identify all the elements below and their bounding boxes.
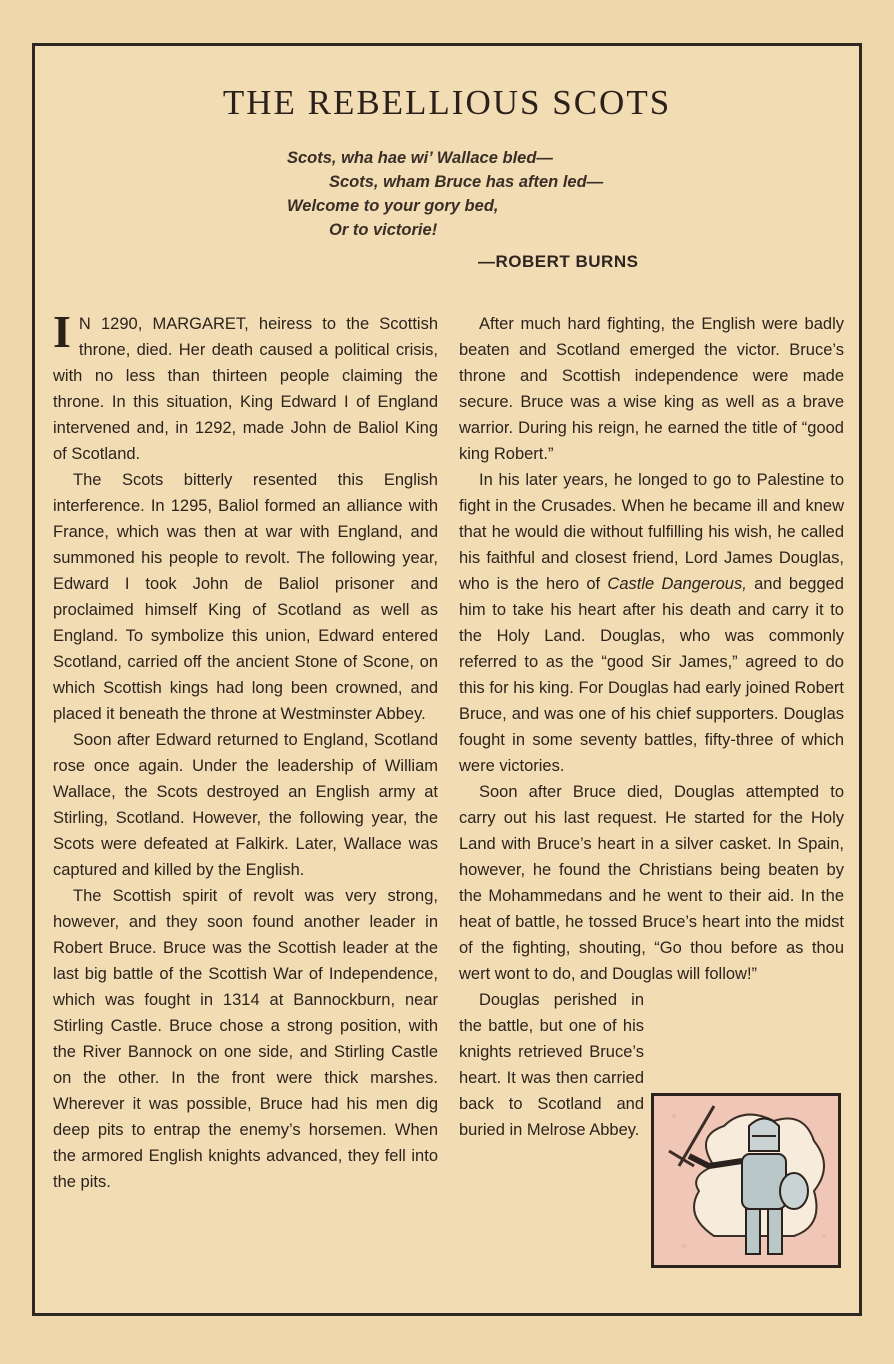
drop-cap: I	[53, 306, 71, 357]
paragraph: The Scots bitterly resented this English interference. In 1295, Baliol formed an alliance with France, which was then at war with England, and summoned his people to revolt. The following year, Edward I took John de Baliol prisoner and proclaimed himself King of Scotland as well as England. To symbolize this union, Edward entered Scotland, carried off the ancient Stone of Scone, on which Scottish kings had long been crowned, and placed it beneath the throne at Westminster Abbey.	[53, 471, 438, 723]
paragraph: Soon after Bruce died, Douglas attempted to carry out his last request. He started for the Holy Land with Bruce’s heart in a silver casket. In Spain, however, he found the Christians being beaten by the Mohammedans and he went to their aid. In the heat of battle, he tossed Bruce’s heart into the midst of the fighting, shouting, “Go thou before as thou wert wont to do, and Douglas will follow!”	[459, 783, 844, 983]
poem-attribution: —ROBERT BURNS	[478, 252, 639, 271]
paragraph: The Scottish spirit of revolt was very strong, however, and they soon found another leader in Robert Bruce. Bruce was the Scottish leader at the last big battle of the Scottish War of Independence, which was fought in 1314 at Bannockburn, near Stirling Castle. Bruce chose a strong position, with the River Bannock on one side, and Stirling Castle on the other. In the front were thick marshes. Wherever it was possible, Bruce had his men dig deep pits to entrap the enemy’s horsemen. When the armored English knights advanced, they fell into the pits.	[53, 887, 438, 1191]
paragraph: After much hard fighting, the English were badly beaten and Scotland emerged the victor. Bruce’s throne and Scottish independence were made secure. Bruce was a wise king as well as a brave warrior. During his reign, he earned the title of “good king Robert.”	[459, 315, 844, 463]
paragraph-text: and begged him to take his heart after his death and carry it to the Holy Land. Douglas, who was commonly referred to as the “good Sir James,” agreed to do this for his king. For Douglas had early joined Robert Bruce, and was one of his chief supporters. Douglas fought in some seventy battles, fifty-three of which were victories.	[459, 575, 844, 775]
paragraph: Douglas perished in the battle, but one of his knights retrieved Bruce’s heart. It was then carried back to Scotland and buried in Melrose Abbey.	[459, 991, 644, 1139]
paragraph: Soon after Edward returned to England, Scotland rose once again. Under the leadership of William Wallace, the Scots destroyed an English army at Stirling, Scotland. However, the following year, the Scots were defeated at Falkirk. Later, Wallace was captured and killed by the English.	[53, 731, 438, 879]
left-column	[53, 306, 438, 1195]
paragraph	[459, 467, 844, 779]
knight-illustration	[651, 1093, 841, 1268]
book-title: Castle Dangerous,	[607, 575, 747, 593]
poem-line: Or to victorie!	[329, 221, 438, 239]
paragraph	[53, 306, 438, 467]
knight-icon	[654, 1096, 838, 1265]
page-title: THE REBELLIOUS SCOTS	[222, 83, 672, 122]
epigraph-poem	[287, 146, 707, 242]
poem-line: Scots, wham Bruce has aften led—	[329, 173, 604, 191]
paragraph-text: In his later years, he longed to go to Palestine to fight in the Crusades. When he became ill and knew that he would die without fulfilling his wish, he called his faithful and closest friend, Lord James Douglas, who is the hero of	[459, 471, 844, 593]
poem-line: Scots, wha hae wi’ Wallace bled—	[287, 149, 553, 167]
poem-line: Welcome to your gory bed,	[287, 197, 499, 215]
right-column	[459, 311, 844, 1143]
paragraph-text: N 1290, MARGARET, heiress to the Scottish throne, died. Her death caused a political crisis, with no less than thirteen people claiming the throne. In this situation, King Edward I of England intervened and, in 1292, made John de Baliol King of Scotland.	[53, 315, 438, 463]
